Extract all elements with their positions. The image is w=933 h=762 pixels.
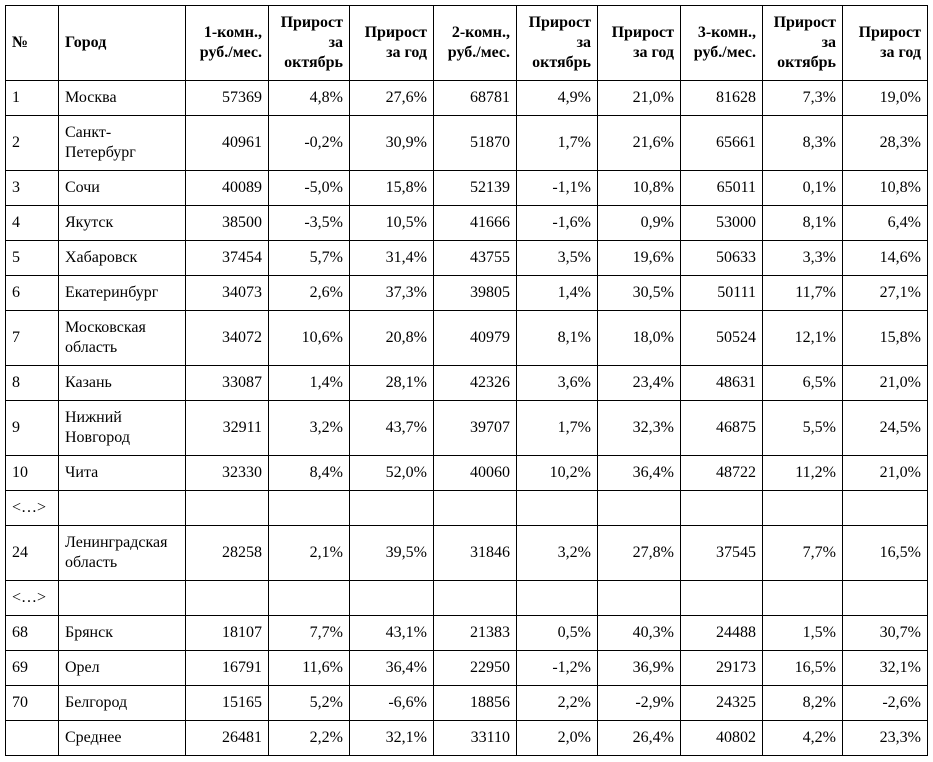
cell-1room-growth-year: 10,5% <box>350 206 434 241</box>
cell-1room-price: 34072 <box>186 311 269 366</box>
cell-number: 5 <box>6 241 59 276</box>
cell-number: 24 <box>6 526 59 581</box>
cell-1room-price: 57369 <box>186 81 269 116</box>
cell-2room-growth-october: 10,2% <box>517 456 598 491</box>
cell-2room-price: 18856 <box>434 686 517 721</box>
cell-1room-price: 33087 <box>186 366 269 401</box>
cell-3room-growth-year: 21,0% <box>843 456 928 491</box>
cell-3room-growth-year <box>843 581 928 616</box>
cell-1room-growth-october: 5,7% <box>269 241 350 276</box>
cell-2room-growth-year: -2,9% <box>598 686 681 721</box>
table-row <box>6 116 928 171</box>
cell-city <box>59 581 186 616</box>
cell-1room-growth-year: 43,1% <box>350 616 434 651</box>
cell-city: Казань <box>59 366 186 401</box>
cell-1room-growth-year: 37,3% <box>350 276 434 311</box>
cell-1room-growth-year: 32,1% <box>350 721 434 756</box>
header-1room-growth-october: Прирост за октябрь <box>269 6 350 81</box>
cell-1room-growth-october <box>269 581 350 616</box>
cell-2room-growth-year <box>598 581 681 616</box>
cell-3room-growth-year: 15,8% <box>843 311 928 366</box>
cell-2room-growth-year: 23,4% <box>598 366 681 401</box>
cell-2room-price: 68781 <box>434 81 517 116</box>
cell-city: Сочи <box>59 171 186 206</box>
cell-2room-growth-year: 21,6% <box>598 116 681 171</box>
cell-2room-growth-october <box>517 581 598 616</box>
cell-1room-growth-october: 11,6% <box>269 651 350 686</box>
cell-number: 69 <box>6 651 59 686</box>
header-2room-price: 2-комн., руб./мес. <box>434 6 517 81</box>
cell-2room-growth-october: 3,6% <box>517 366 598 401</box>
cell-2room-growth-october: -1,6% <box>517 206 598 241</box>
cell-2room-price: 31846 <box>434 526 517 581</box>
cell-2room-price <box>434 491 517 526</box>
cell-1room-growth-year: 36,4% <box>350 651 434 686</box>
cell-1room-price: 38500 <box>186 206 269 241</box>
table-row <box>6 401 928 456</box>
cell-3room-price <box>681 581 763 616</box>
cell-city: Москва <box>59 81 186 116</box>
cell-1room-growth-october: 5,2% <box>269 686 350 721</box>
cell-3room-price: 29173 <box>681 651 763 686</box>
header-2room-growth-october: Прирост за октябрь <box>517 6 598 81</box>
cell-city: Екатеринбург <box>59 276 186 311</box>
cell-city: Белгород <box>59 686 186 721</box>
cell-3room-growth-year: 6,4% <box>843 206 928 241</box>
cell-3room-growth-october: 5,5% <box>763 401 843 456</box>
cell-1room-price: 32911 <box>186 401 269 456</box>
cell-2room-growth-october: 2,2% <box>517 686 598 721</box>
cell-2room-growth-year: 27,8% <box>598 526 681 581</box>
cell-3room-growth-october: 8,3% <box>763 116 843 171</box>
cell-2room-growth-october: 1,7% <box>517 116 598 171</box>
cell-3room-price: 65011 <box>681 171 763 206</box>
table-row <box>6 491 928 526</box>
cell-2room-price: 42326 <box>434 366 517 401</box>
cell-1room-price: 15165 <box>186 686 269 721</box>
header-3room-price: 3-комн., руб./мес. <box>681 6 763 81</box>
cell-3room-growth-year: -2,6% <box>843 686 928 721</box>
table-row <box>6 686 928 721</box>
cell-1room-growth-october: -5,0% <box>269 171 350 206</box>
cell-number: 7 <box>6 311 59 366</box>
cell-2room-price: 22950 <box>434 651 517 686</box>
table-body <box>6 81 928 756</box>
cell-3room-growth-year: 14,6% <box>843 241 928 276</box>
header-2room-growth-year: Прирост за год <box>598 6 681 81</box>
cell-2room-price: 39707 <box>434 401 517 456</box>
header-number: № <box>6 6 59 81</box>
table-header-row <box>6 6 928 81</box>
cell-1room-growth-october: 2,2% <box>269 721 350 756</box>
cell-3room-growth-october: 8,1% <box>763 206 843 241</box>
cell-3room-growth-october <box>763 581 843 616</box>
cell-1room-price: 32330 <box>186 456 269 491</box>
cell-2room-price: 51870 <box>434 116 517 171</box>
table-row <box>6 241 928 276</box>
cell-1room-price: 18107 <box>186 616 269 651</box>
cell-1room-price: 26481 <box>186 721 269 756</box>
cell-2room-growth-year: 0,9% <box>598 206 681 241</box>
cell-1room-growth-year: 39,5% <box>350 526 434 581</box>
table-row <box>6 311 928 366</box>
cell-city <box>59 491 186 526</box>
cell-3room-growth-year: 23,3% <box>843 721 928 756</box>
cell-3room-price: 37545 <box>681 526 763 581</box>
header-3room-growth-october: Прирост за октябрь <box>763 6 843 81</box>
cell-number: 2 <box>6 116 59 171</box>
cell-2room-growth-year: 26,4% <box>598 721 681 756</box>
cell-2room-price: 39805 <box>434 276 517 311</box>
table-row <box>6 651 928 686</box>
cell-3room-price: 81628 <box>681 81 763 116</box>
cell-city: Хабаровск <box>59 241 186 276</box>
cell-1room-growth-year <box>350 491 434 526</box>
cell-1room-growth-october: -3,5% <box>269 206 350 241</box>
cell-3room-price: 48722 <box>681 456 763 491</box>
cell-number: 4 <box>6 206 59 241</box>
cell-3room-price: 40802 <box>681 721 763 756</box>
rent-prices-table <box>5 5 928 756</box>
cell-city: Якутск <box>59 206 186 241</box>
cell-3room-price: 65661 <box>681 116 763 171</box>
cell-3room-growth-year: 28,3% <box>843 116 928 171</box>
header-city: Город <box>59 6 186 81</box>
cell-number: <…> <box>6 581 59 616</box>
cell-city: Орел <box>59 651 186 686</box>
cell-3room-price: 24325 <box>681 686 763 721</box>
cell-3room-growth-year: 21,0% <box>843 366 928 401</box>
table-row <box>6 81 928 116</box>
cell-3room-growth-october: 7,3% <box>763 81 843 116</box>
cell-3room-growth-october: 6,5% <box>763 366 843 401</box>
table-row <box>6 721 928 756</box>
cell-1room-growth-october: 2,6% <box>269 276 350 311</box>
cell-2room-price <box>434 581 517 616</box>
cell-number: 3 <box>6 171 59 206</box>
cell-3room-price: 48631 <box>681 366 763 401</box>
cell-1room-growth-year <box>350 581 434 616</box>
cell-2room-growth-october: -1,1% <box>517 171 598 206</box>
cell-number <box>6 721 59 756</box>
cell-1room-growth-year: -6,6% <box>350 686 434 721</box>
cell-city: Нижний Новгород <box>59 401 186 456</box>
cell-city: Брянск <box>59 616 186 651</box>
cell-3room-growth-october: 11,2% <box>763 456 843 491</box>
cell-2room-growth-year: 21,0% <box>598 81 681 116</box>
cell-number: 68 <box>6 616 59 651</box>
cell-number: 10 <box>6 456 59 491</box>
cell-2room-price: 40060 <box>434 456 517 491</box>
cell-2room-growth-year: 30,5% <box>598 276 681 311</box>
cell-1room-price <box>186 581 269 616</box>
cell-3room-growth-year: 10,8% <box>843 171 928 206</box>
cell-2room-price: 41666 <box>434 206 517 241</box>
cell-2room-growth-october: 8,1% <box>517 311 598 366</box>
cell-3room-growth-year: 24,5% <box>843 401 928 456</box>
cell-3room-growth-october: 8,2% <box>763 686 843 721</box>
cell-1room-price: 28258 <box>186 526 269 581</box>
cell-1room-growth-year: 27,6% <box>350 81 434 116</box>
cell-3room-growth-october <box>763 491 843 526</box>
cell-3room-growth-october: 1,5% <box>763 616 843 651</box>
cell-2room-growth-october: 3,5% <box>517 241 598 276</box>
cell-2room-growth-year: 32,3% <box>598 401 681 456</box>
cell-3room-growth-october: 3,3% <box>763 241 843 276</box>
cell-1room-growth-october: 8,4% <box>269 456 350 491</box>
cell-3room-price: 53000 <box>681 206 763 241</box>
cell-3room-growth-october: 7,7% <box>763 526 843 581</box>
cell-2room-growth-year: 18,0% <box>598 311 681 366</box>
table-row <box>6 366 928 401</box>
cell-3room-price: 50524 <box>681 311 763 366</box>
cell-2room-growth-october: 1,4% <box>517 276 598 311</box>
cell-3room-price: 24488 <box>681 616 763 651</box>
header-1room-growth-year: Прирост за год <box>350 6 434 81</box>
table-row <box>6 206 928 241</box>
cell-3room-growth-year: 32,1% <box>843 651 928 686</box>
cell-1room-growth-october: 2,1% <box>269 526 350 581</box>
cell-3room-growth-year: 19,0% <box>843 81 928 116</box>
cell-city: Среднее <box>59 721 186 756</box>
cell-2room-growth-year <box>598 491 681 526</box>
table-row <box>6 276 928 311</box>
header-1room-price: 1-комн., руб./мес. <box>186 6 269 81</box>
table-row <box>6 456 928 491</box>
cell-1room-growth-year: 30,9% <box>350 116 434 171</box>
cell-1room-price: 16791 <box>186 651 269 686</box>
cell-2room-growth-year: 36,9% <box>598 651 681 686</box>
cell-1room-price: 34073 <box>186 276 269 311</box>
cell-3room-growth-october: 16,5% <box>763 651 843 686</box>
cell-number: 70 <box>6 686 59 721</box>
cell-1room-price: 37454 <box>186 241 269 276</box>
cell-2room-growth-october: -1,2% <box>517 651 598 686</box>
cell-3room-price <box>681 491 763 526</box>
cell-3room-growth-year: 27,1% <box>843 276 928 311</box>
cell-1room-growth-year: 43,7% <box>350 401 434 456</box>
cell-2room-growth-year: 40,3% <box>598 616 681 651</box>
cell-1room-growth-october: -0,2% <box>269 116 350 171</box>
cell-1room-price <box>186 491 269 526</box>
cell-city: Московская область <box>59 311 186 366</box>
cell-2room-growth-october: 1,7% <box>517 401 598 456</box>
cell-1room-growth-year: 20,8% <box>350 311 434 366</box>
cell-3room-growth-year <box>843 491 928 526</box>
cell-3room-growth-year: 30,7% <box>843 616 928 651</box>
cell-1room-growth-october: 4,8% <box>269 81 350 116</box>
cell-3room-price: 50111 <box>681 276 763 311</box>
cell-2room-growth-october <box>517 491 598 526</box>
cell-2room-growth-year: 36,4% <box>598 456 681 491</box>
cell-1room-growth-year: 15,8% <box>350 171 434 206</box>
cell-1room-price: 40089 <box>186 171 269 206</box>
cell-3room-growth-october: 12,1% <box>763 311 843 366</box>
cell-2room-price: 21383 <box>434 616 517 651</box>
cell-2room-growth-october: 2,0% <box>517 721 598 756</box>
cell-2room-price: 40979 <box>434 311 517 366</box>
cell-number: <…> <box>6 491 59 526</box>
cell-1room-growth-october: 1,4% <box>269 366 350 401</box>
cell-number: 6 <box>6 276 59 311</box>
cell-2room-price: 52139 <box>434 171 517 206</box>
cell-2room-growth-year: 10,8% <box>598 171 681 206</box>
cell-2room-growth-october: 3,2% <box>517 526 598 581</box>
table-row <box>6 526 928 581</box>
cell-1room-growth-year: 52,0% <box>350 456 434 491</box>
table-row <box>6 616 928 651</box>
cell-3room-growth-october: 11,7% <box>763 276 843 311</box>
table-row <box>6 171 928 206</box>
cell-3room-growth-october: 0,1% <box>763 171 843 206</box>
cell-1room-growth-october: 3,2% <box>269 401 350 456</box>
cell-1room-growth-october: 7,7% <box>269 616 350 651</box>
cell-1room-growth-year: 31,4% <box>350 241 434 276</box>
header-3room-growth-year: Прирост за год <box>843 6 928 81</box>
cell-city: Ленинградская область <box>59 526 186 581</box>
cell-1room-growth-year: 28,1% <box>350 366 434 401</box>
table-row <box>6 581 928 616</box>
cell-number: 1 <box>6 81 59 116</box>
cell-3room-price: 50633 <box>681 241 763 276</box>
cell-3room-growth-october: 4,2% <box>763 721 843 756</box>
cell-3room-price: 46875 <box>681 401 763 456</box>
cell-number: 9 <box>6 401 59 456</box>
cell-2room-growth-year: 19,6% <box>598 241 681 276</box>
cell-1room-growth-october: 10,6% <box>269 311 350 366</box>
cell-number: 8 <box>6 366 59 401</box>
cell-1room-price: 40961 <box>186 116 269 171</box>
cell-3room-growth-year: 16,5% <box>843 526 928 581</box>
cell-city: Санкт-Петербург <box>59 116 186 171</box>
cell-2room-growth-october: 0,5% <box>517 616 598 651</box>
cell-city: Чита <box>59 456 186 491</box>
cell-2room-price: 43755 <box>434 241 517 276</box>
cell-2room-growth-october: 4,9% <box>517 81 598 116</box>
cell-2room-price: 33110 <box>434 721 517 756</box>
cell-1room-growth-october <box>269 491 350 526</box>
